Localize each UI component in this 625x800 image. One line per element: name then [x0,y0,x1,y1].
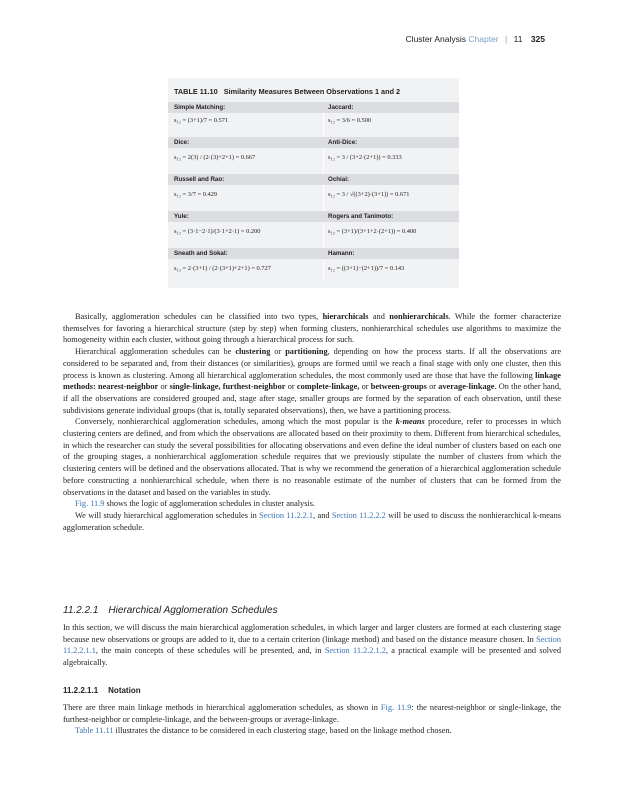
measure-label: Yule: [174,213,189,220]
paragraph: Basically, agglomeration schedules can be classified into two types, hierarchicals and nonhierarchicals. While the former characterize themselves for favoring a hierarchical structure (step by step) when forming clusters, nonhierarchical schedules use algorithms to maximize the homogeneity within each cluster, without going through a hierarchical process for such. [63,312,562,345]
subsection-number: 11.2.2.1.1 [63,686,99,695]
term-nonhierarchicals: nonhierarchicals [389,312,449,321]
figure-link[interactable]: Fig. 11.9 [75,499,105,509]
measure-formula: s₁₂ = 3/6 = 0.500 [328,117,372,124]
header-separator: | [505,34,508,44]
term-clustering: clustering [235,347,271,357]
measure-formula: s₁₂ = 3 / (3+2·(2+1)) = 0.333 [328,154,402,161]
paragraph: We will study hierarchical agglomeration schedules in Section 11.2.2.1, and Section 11.2.2.2 will be used to discuss the nonhierarchical k-means agglomeration schedule. [63,510,561,532]
section-heading [63,605,278,616]
measure-label: Sneath and Sokal: [174,250,228,257]
body-text [63,622,561,669]
measure-label: Jaccard: [328,104,354,111]
paragraph: Conversely, nonhierarchical agglomeration schedules, among which the most popular is the k-means procedure, refer to processes in which clustering centers are defined, and from which the observations are allocated based on their proximity to them. Different from hierarchical schedules, in which the researcher can study the several possibilities for allocating observations and even define the ideal number of clusters based on each one of the grouping stages, a nonhierarchical agglomeration schedule requires that we previously stipulate the number of clusters from which the clustering centers will be defined and the observations allocated. That is why we recommend the generation of a hierarchical agglomeration schedule before constructing a nonhierarchical schedule, when there is no reasonable estimate of the number of clusters that can be formed from the observations in the dataset and based on the variables in study. [63,417,561,497]
table-caption: Similarity Measures Between Observations 1 and 2 [223,87,401,96]
header-section: Cluster Analysis [405,34,467,44]
term-k-means: k-means [395,417,425,427]
measure-formula: s₁₂ = (3+1)/7 = 0.571 [174,117,229,124]
measure-label: Dice: [174,139,190,146]
section-link[interactable]: Section 11.2.2.1.1 [63,634,561,656]
measure-formula: s₁₂ = 3 / √((3+2)·(3+1)) = 0.671 [328,191,410,198]
table-number: TABLE 11.10 [174,87,218,96]
page-number: 325 [530,34,545,44]
table-header-row [168,174,459,185]
subsection-heading [63,686,141,695]
term-hierarchicals: hierarchicals [322,312,369,321]
measure-formula: s₁₂ = 2·(3+1) / (2·(3+1)+2+1) = 0.727 [174,265,271,272]
header-chapter: Chapter [468,34,499,44]
paragraph: In this section, we will discuss the main hierarchical agglomeration schedules, in which larger and larger clusters are formed at each clustering stage because new observations or groups are added to it, due to a certain criterion (linkage method) and based on the distance measure chosen. In Section 11.2.2.1.1, the main concepts of these schedules will be presented, and, in Section 11.2.2.1.2, a practical example will be presented and solved algebraically. [63,623,562,668]
table-formula-row [168,113,459,135]
table-title [174,87,400,96]
table-formula-row [168,187,459,209]
measure-formula: s₁₂ = 2(3) / (2·(3)+2+1) = 0.667 [174,154,256,161]
body-text [63,702,561,737]
paragraph: Fig. 11.9 shows the logic of agglomeration schedules in cluster analysis. [75,499,316,509]
body-text [63,311,561,533]
paragraph: Hierarchical agglomeration schedules can be clustering or partitioning, depending on how the process starts. If all the observations are considered to be separated and, from their distances (or similarities), groups are formed until we reach a final stage with only one cluster, then this process is known as clustering. Among all hierarchical agglomeration schedules, the most commonly used are those that have the following linkage methods: nearest-neighbor or single-linkage, furthest-neighbor or complete-linkage, or between-groups or average-linkage. On the other hand, if all the observations are considered grouped and, stage after stage, smaller groups are formed by the separation of each observation, until these subdivisions generate individual groups (that is, totally separated observations), then, we have a partitioning process. [63,347,562,415]
section-link[interactable]: Section 11.2.2.1 [259,510,314,520]
running-header [406,34,545,44]
measure-label: Russell and Rao: [174,176,225,183]
subsection-title: Notation [108,686,141,695]
measure-label: Anti-Dice: [328,139,358,146]
measure-label: Hamann: [328,250,355,257]
figure-link[interactable]: Fig. 11.9 [380,703,412,712]
header-chapter-number: 11 [513,34,523,44]
table-header-row [168,102,459,113]
measure-formula: s₁₂ = (3+1)/(3+1+2·(2+1)) = 0.400 [328,228,417,235]
section-title: Hierarchical Agglomeration Schedules [108,605,278,616]
measure-formula: s₁₂ = ((3+1)−(2+1))/7 = 0.143 [328,265,405,272]
paragraph: Table 11.11 illustrates the distance to be considered in each clustering stage, based on the linkage method chosen. [75,726,452,736]
section-link[interactable]: Section 11.2.2.1.2 [324,646,386,656]
table-header-row [168,248,459,259]
measure-label: Simple Matching: [174,104,226,111]
paragraph: There are three main linkage methods in hierarchical agglomeration schedules, as shown in Fig. 11.9: the nearest-neighbor or single-linkage, the furthest-neighbor or complete-linkage, and the between-groups or average-linkage. [63,703,561,724]
table-formula-row [168,224,459,246]
section-link[interactable]: Section 11.2.2.2 [331,510,386,520]
table-formula-row [168,261,459,283]
table-header-row [168,211,459,222]
table-formula-row [168,150,459,172]
measure-label: Ochiai: [328,176,349,183]
measure-formula: s₁₂ = 3/7 = 0.429 [174,191,218,198]
table-link[interactable]: Table 11.11 [75,726,114,736]
measure-label: Rogers and Tanimoto: [328,213,394,220]
measure-formula: s₁₂ = (3·1−2·1)/(3·1+2·1) = 0.200 [174,228,261,235]
term-partitioning: partitioning [285,347,328,357]
table-header-row [168,137,459,148]
section-number: 11.2.2.1 [63,605,99,616]
similarity-table [168,78,459,288]
